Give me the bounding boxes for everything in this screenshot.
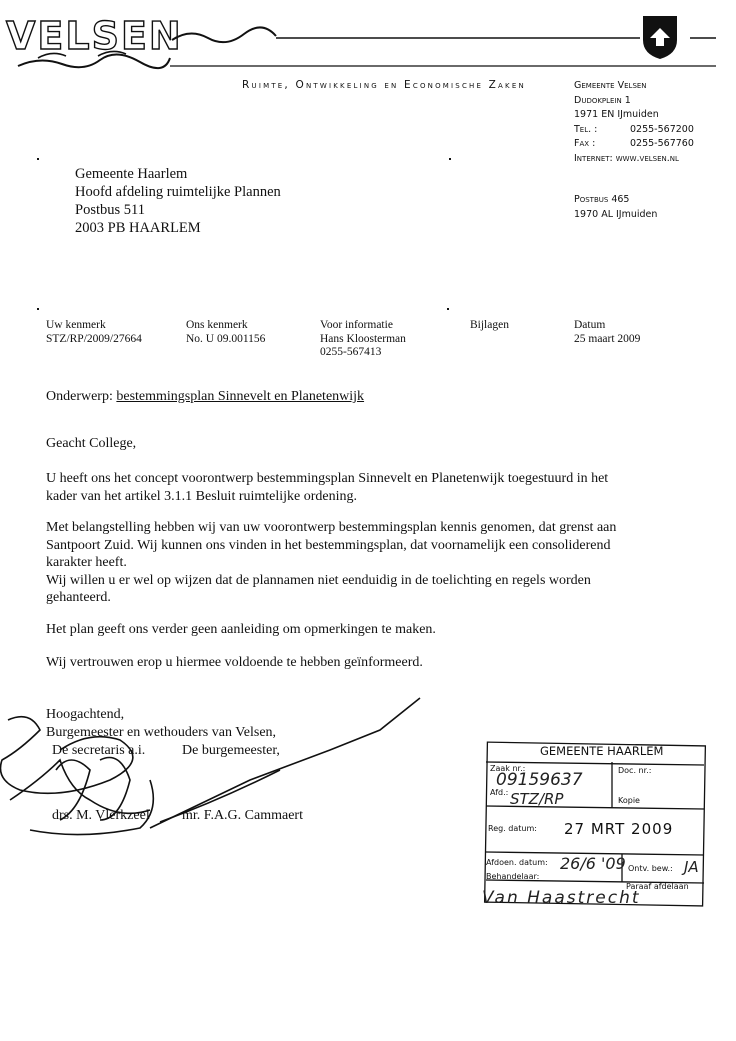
doc-label: Doc. nr.: (618, 766, 652, 775)
paragraph-3: Het plan geeft ons verder geen aanleiding om opmerkingen te maken. (46, 622, 436, 637)
fold-mark (449, 158, 451, 160)
fax-value: 0255-567760 (630, 138, 694, 149)
sender-org: Gemeente Velsen (574, 80, 647, 91)
paragraph-4: Wij vertrouwen erop u hiermee voldoende te hebben geïnformeerd. (46, 655, 423, 670)
sender-address (574, 79, 694, 166)
voor-informatie (320, 319, 406, 360)
zaak-label: Zaak nr.: (490, 764, 526, 773)
afdoen-label: Afdoen. datum: (486, 858, 548, 867)
text-line: Santpoort Zuid. Wij kunnen ons vinden in het bestemmingsplan, dat voornamelijk een consoliderend (46, 537, 611, 553)
text-line: gehanteerd. (46, 590, 111, 605)
ontv-value: JA (684, 858, 699, 876)
recipient-line: Postbus 511 (75, 202, 145, 218)
behandelaar-value: Van Haastrecht (482, 888, 641, 908)
ontv-label: Ontv. bew.: (628, 864, 673, 873)
text-line: U heeft ons het concept voorontwerp bestemmingsplan Sinnevelt en Planetenwijk toegestuurd in het (46, 471, 609, 486)
afdoen-value: 26/6 '09 (560, 854, 626, 873)
uw-kenmerk-value: STZ/RP/2009/27664 (46, 332, 142, 345)
received-stamp (476, 740, 708, 910)
afd-label: Afd.: (490, 788, 509, 797)
ons-kenmerk-value: No. U 09.001156 (186, 332, 266, 345)
reg-datum-value: 27 MRT 2009 (564, 820, 674, 838)
sender-postbus (574, 193, 657, 222)
text-line: Met belangstelling hebben wij van uw voorontwerp bestemmingsplan kennis genomen, dat grenst aan (46, 520, 617, 535)
fold-mark (37, 158, 39, 160)
recipient-line: Gemeente Haarlem (75, 166, 188, 182)
afd-value: STZ/RP (510, 790, 564, 808)
postbus-city: 1970 AL IJmuiden (574, 208, 658, 220)
uw-kenmerk (46, 319, 142, 346)
tel-value: 0255-567200 (630, 123, 694, 135)
paragraph-2 (46, 519, 706, 607)
coat-of-arms-icon (640, 14, 680, 60)
text-line: kader van het artikel 3.1.1 Besluit ruimtelijke ordening. (46, 488, 358, 504)
secretaris-label: De secretaris a.i. (52, 743, 146, 758)
recipient-line: 2003 PB HAARLEM (75, 220, 201, 236)
bijlagen-label: Bijlagen (470, 319, 509, 331)
paragraph-1 (46, 470, 706, 505)
handwritten-signatures (0, 690, 440, 850)
subject-line (46, 388, 706, 406)
reg-datum-label: Reg. datum: (488, 824, 537, 833)
recipient-address (75, 165, 281, 237)
stamp-title: GEMEENTE HAARLEM (540, 744, 664, 758)
burgemeester-label: De burgemeester, (182, 743, 280, 758)
sender-street: Dudokplein 1 (574, 94, 631, 106)
closing: Hoogachtend, (46, 707, 125, 722)
fold-mark (447, 308, 449, 310)
voor-informatie-label: Voor informatie (320, 319, 393, 331)
zaak-value: 09159637 (496, 770, 583, 790)
subject-label: Onderwerp: (46, 389, 113, 404)
sender-city: 1971 EN IJmuiden (574, 109, 659, 120)
paraaf-label: Paraaf afdelaan (626, 882, 689, 891)
recipient-line: Hoofd afdeling ruimtelijke Plannen (75, 184, 281, 200)
tel-label: Tel. : (574, 123, 598, 135)
ons-kenmerk-label: Ons kenmerk (186, 319, 248, 331)
ons-kenmerk (186, 319, 265, 346)
fold-mark (37, 308, 39, 310)
contact-phone: 0255-567413 (320, 346, 382, 358)
text-line: karakter heeft. (46, 555, 127, 570)
uw-kenmerk-label: Uw kenmerk (46, 319, 106, 331)
contact-name: Hans Kloosterman (320, 332, 406, 345)
velsen-logo-text: VELSEN (6, 14, 183, 58)
salutation: Geacht College, (46, 436, 137, 451)
text-line: Wij willen u er wel op wijzen dat de plannamen niet eenduidig in de toelichting en regels worden (46, 572, 591, 588)
kopie-label: Kopie (618, 796, 640, 805)
velsen-logo-waves (0, 0, 736, 80)
subject-text: bestemmingsplan Sinnevelt en Planetenwijk (116, 389, 365, 404)
sender-internet: Internet: www.velsen.nl (574, 152, 679, 164)
datum-label: Datum (574, 319, 606, 331)
signature-org-line: Burgemeester en wethouders van Velsen, (46, 725, 277, 740)
secretaris-name: drs. M. Vlerkzeel (52, 808, 150, 823)
fax-label: Fax : (574, 138, 596, 149)
postbus-line: Postbus 465 (574, 194, 630, 205)
bijlagen (470, 319, 509, 333)
behandelaar-label: Behandelaar: (486, 872, 540, 881)
burgemeester-name: mr. F.A.G. Cammaert (182, 808, 303, 823)
department-name: Ruimte, Ontwikkeling en Economische Zaken (242, 79, 526, 91)
datum-value: 25 maart 2009 (574, 332, 641, 345)
datum (574, 319, 640, 346)
